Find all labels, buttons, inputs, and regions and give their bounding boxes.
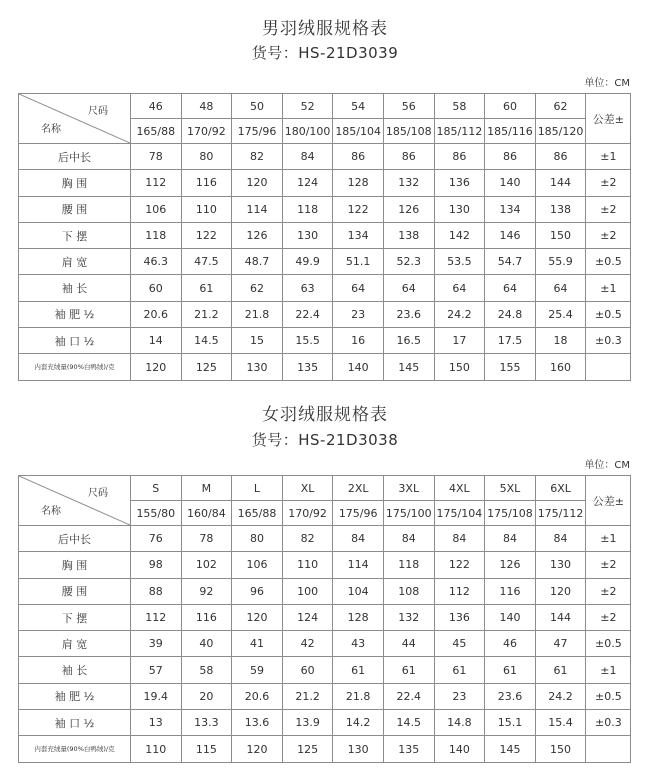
measurement-value: 140 <box>333 354 384 380</box>
size-cell: S <box>131 476 182 501</box>
measurement-value: 126 <box>232 222 283 248</box>
corner-header <box>19 94 131 144</box>
measurement-value: 128 <box>333 170 384 196</box>
measurement-value: 84 <box>485 526 536 552</box>
measurement-value: 150 <box>535 222 586 248</box>
measurement-value: 98 <box>131 552 182 578</box>
size-cell: 48 <box>181 94 232 119</box>
height-bust-cell: 185/112 <box>434 119 485 144</box>
measurement-value: 160 <box>535 354 586 380</box>
measurement-value: 112 <box>434 578 485 604</box>
measurement-name: 袖 肥 ½ <box>19 683 131 709</box>
corner-header <box>19 476 131 526</box>
measurement-value: 135 <box>383 736 434 762</box>
measurement-value: 23 <box>333 301 384 327</box>
measurement-value: 110 <box>181 196 232 222</box>
measurement-value: 13.3 <box>181 710 232 736</box>
measurement-value: 142 <box>434 222 485 248</box>
measurement-value: 124 <box>282 170 333 196</box>
women-item-number: 货号：HS-21D3038 <box>251 431 399 449</box>
measurement-value: 132 <box>383 170 434 196</box>
measurement-value: 14.2 <box>333 710 384 736</box>
measurement-value: 86 <box>333 144 384 170</box>
men-item-number: 货号：HS-21D3039 <box>251 44 399 62</box>
height-bust-cell: 170/92 <box>181 119 232 144</box>
height-bust-cell: 160/84 <box>181 501 232 526</box>
measurement-value: 24.8 <box>485 301 536 327</box>
measurement-value: 132 <box>383 604 434 630</box>
measurement-value: 60 <box>131 275 182 301</box>
measurement-value: 150 <box>535 736 586 762</box>
table-row <box>19 328 631 354</box>
measurement-value: 112 <box>131 604 182 630</box>
measurement-value: 61 <box>535 657 586 683</box>
size-cell: 5XL <box>485 476 536 501</box>
measurement-value: 22.4 <box>383 683 434 709</box>
measurement-value: 120 <box>232 170 283 196</box>
tolerance-value: ±0.3 <box>586 328 631 354</box>
measurement-name: 肩 宽 <box>19 631 131 657</box>
measurement-value: 54.7 <box>485 249 536 275</box>
table-row <box>19 604 631 630</box>
measurement-value: 144 <box>535 170 586 196</box>
tolerance-value: ±2 <box>586 552 631 578</box>
size-cell: 56 <box>383 94 434 119</box>
measurement-value: 15 <box>232 328 283 354</box>
measurement-value: 104 <box>333 578 384 604</box>
measurement-name: 后中长 <box>19 144 131 170</box>
measurement-name: 腰 围 <box>19 578 131 604</box>
measurement-value: 62 <box>232 275 283 301</box>
measurement-value: 44 <box>383 631 434 657</box>
size-cell: 6XL <box>535 476 586 501</box>
size-cell: 58 <box>434 94 485 119</box>
measurement-name: 后中长 <box>19 526 131 552</box>
measurement-value: 112 <box>131 170 182 196</box>
tolerance-value: ±2 <box>586 170 631 196</box>
measurement-value: 13.9 <box>282 710 333 736</box>
tolerance-header: 公差± <box>586 476 631 526</box>
measurement-name: 内套充绒量(90%白鸭绒)/克 <box>19 736 131 762</box>
height-bust-cell: 185/104 <box>333 119 384 144</box>
measurement-value: 16 <box>333 328 384 354</box>
size-cell: L <box>232 476 283 501</box>
measurement-value: 130 <box>535 552 586 578</box>
table-row <box>19 710 631 736</box>
measurement-value: 130 <box>333 736 384 762</box>
height-bust-cell: 175/104 <box>434 501 485 526</box>
measurement-value: 22.4 <box>282 301 333 327</box>
table-row <box>19 552 631 578</box>
measurement-value: 80 <box>232 526 283 552</box>
table-row <box>19 683 631 709</box>
measurement-name: 袖 长 <box>19 657 131 683</box>
height-bust-cell: 175/96 <box>232 119 283 144</box>
measurement-value: 49.9 <box>282 249 333 275</box>
measurement-value: 61 <box>383 657 434 683</box>
measurement-value: 46.3 <box>131 249 182 275</box>
measurement-value: 59 <box>232 657 283 683</box>
measurement-value: 135 <box>282 354 333 380</box>
measurement-value: 122 <box>333 196 384 222</box>
measurement-value: 25.4 <box>535 301 586 327</box>
size-header-row <box>19 476 631 501</box>
measurement-value: 61 <box>485 657 536 683</box>
measurement-value: 134 <box>485 196 536 222</box>
table-row <box>19 578 631 604</box>
table-row <box>19 170 631 196</box>
measurement-value: 13.6 <box>232 710 283 736</box>
table-row <box>19 249 631 275</box>
measurement-value: 20.6 <box>232 683 283 709</box>
measurement-value: 61 <box>434 657 485 683</box>
measurement-value: 136 <box>434 170 485 196</box>
measurement-value: 46 <box>485 631 536 657</box>
tolerance-value: ±2 <box>586 196 631 222</box>
tolerance-value <box>586 354 631 380</box>
measurement-value: 140 <box>434 736 485 762</box>
measurement-value: 21.8 <box>232 301 283 327</box>
measurement-name: 袖 肥 ½ <box>19 301 131 327</box>
height-bust-cell: 175/112 <box>535 501 586 526</box>
measurement-value: 24.2 <box>535 683 586 709</box>
table-row <box>19 736 631 762</box>
measurement-value: 18 <box>535 328 586 354</box>
measurement-value: 23.6 <box>383 301 434 327</box>
measurement-value: 45 <box>434 631 485 657</box>
measurement-value: 138 <box>383 222 434 248</box>
tolerance-value: ±1 <box>586 526 631 552</box>
size-header-label: 尺码 <box>88 488 108 499</box>
measurement-value: 84 <box>434 526 485 552</box>
measurement-value: 61 <box>333 657 384 683</box>
height-bust-cell: 185/116 <box>485 119 536 144</box>
tolerance-value <box>586 736 631 762</box>
measurement-name: 胸 围 <box>19 552 131 578</box>
measurement-value: 51.1 <box>333 249 384 275</box>
measurement-name: 胸 围 <box>19 170 131 196</box>
measurement-value: 61 <box>181 275 232 301</box>
measurement-value: 19.4 <box>131 683 182 709</box>
measurement-value: 124 <box>282 604 333 630</box>
height-bust-cell: 175/108 <box>485 501 536 526</box>
height-bust-cell: 165/88 <box>232 501 283 526</box>
measurement-value: 64 <box>535 275 586 301</box>
tolerance-value: ±1 <box>586 657 631 683</box>
measurement-name: 腰 围 <box>19 196 131 222</box>
measurement-value: 125 <box>181 354 232 380</box>
measurement-value: 58 <box>181 657 232 683</box>
measurement-name: 内套充绒量(90%白鸭绒)/克 <box>19 354 131 380</box>
size-cell: M <box>181 476 232 501</box>
height-bust-cell: 175/100 <box>383 501 434 526</box>
table-row <box>19 631 631 657</box>
size-cell: 2XL <box>333 476 384 501</box>
measurement-value: 53.5 <box>434 249 485 275</box>
measurement-value: 21.2 <box>181 301 232 327</box>
tolerance-value: ±1 <box>586 144 631 170</box>
size-header-label: 尺码 <box>88 106 108 117</box>
tolerance-value: ±0.3 <box>586 710 631 736</box>
measurement-value: 110 <box>282 552 333 578</box>
tolerance-value: ±2 <box>586 604 631 630</box>
measurement-value: 55.9 <box>535 249 586 275</box>
tolerance-value: ±0.5 <box>586 249 631 275</box>
measurement-value: 106 <box>131 196 182 222</box>
name-header-label: 名称 <box>41 124 61 135</box>
measurement-value: 82 <box>232 144 283 170</box>
measurement-value: 78 <box>181 526 232 552</box>
table-row <box>19 301 631 327</box>
men-spec-table <box>18 93 631 381</box>
measurement-value: 52.3 <box>383 249 434 275</box>
measurement-value: 84 <box>282 144 333 170</box>
measurement-value: 155 <box>485 354 536 380</box>
measurement-value: 14 <box>131 328 182 354</box>
measurement-value: 100 <box>282 578 333 604</box>
measurement-value: 126 <box>485 552 536 578</box>
measurement-name: 袖 长 <box>19 275 131 301</box>
measurement-value: 84 <box>535 526 586 552</box>
measurement-value: 138 <box>535 196 586 222</box>
measurement-value: 114 <box>333 552 384 578</box>
measurement-value: 48.7 <box>232 249 283 275</box>
measurement-value: 106 <box>232 552 283 578</box>
measurement-value: 110 <box>131 736 182 762</box>
measurement-value: 102 <box>181 552 232 578</box>
table-row <box>19 657 631 683</box>
measurement-value: 15.4 <box>535 710 586 736</box>
measurement-value: 125 <box>282 736 333 762</box>
measurement-name: 肩 宽 <box>19 249 131 275</box>
measurement-value: 20 <box>181 683 232 709</box>
measurement-value: 130 <box>282 222 333 248</box>
measurement-value: 145 <box>383 354 434 380</box>
size-cell: 4XL <box>434 476 485 501</box>
measurement-value: 96 <box>232 578 283 604</box>
measurement-value: 120 <box>232 604 283 630</box>
measurement-value: 116 <box>181 170 232 196</box>
measurement-value: 122 <box>181 222 232 248</box>
tolerance-value: ±2 <box>586 222 631 248</box>
measurement-value: 126 <box>383 196 434 222</box>
size-header-row <box>19 94 631 119</box>
measurement-value: 76 <box>131 526 182 552</box>
measurement-value: 92 <box>181 578 232 604</box>
tolerance-value: ±2 <box>586 578 631 604</box>
height-bust-cell: 155/80 <box>131 501 182 526</box>
size-cell: 46 <box>131 94 182 119</box>
measurement-value: 64 <box>383 275 434 301</box>
measurement-value: 134 <box>333 222 384 248</box>
measurement-value: 108 <box>383 578 434 604</box>
measurement-value: 63 <box>282 275 333 301</box>
measurement-value: 20.6 <box>131 301 182 327</box>
measurement-value: 122 <box>434 552 485 578</box>
table-row <box>19 354 631 380</box>
measurement-value: 23.6 <box>485 683 536 709</box>
measurement-value: 60 <box>282 657 333 683</box>
measurement-value: 17 <box>434 328 485 354</box>
size-cell: 60 <box>485 94 536 119</box>
measurement-value: 130 <box>232 354 283 380</box>
measurement-value: 86 <box>535 144 586 170</box>
measurement-value: 82 <box>282 526 333 552</box>
measurement-value: 42 <box>282 631 333 657</box>
measurement-value: 43 <box>333 631 384 657</box>
measurement-value: 24.2 <box>434 301 485 327</box>
height-bust-cell: 165/88 <box>131 119 182 144</box>
table-row <box>19 144 631 170</box>
table-row <box>19 222 631 248</box>
tolerance-value: ±1 <box>586 275 631 301</box>
measurement-value: 140 <box>485 170 536 196</box>
table-row <box>19 196 631 222</box>
measurement-value: 17.5 <box>485 328 536 354</box>
measurement-value: 140 <box>485 604 536 630</box>
measurement-value: 130 <box>434 196 485 222</box>
height-bust-cell: 185/120 <box>535 119 586 144</box>
size-cell: 54 <box>333 94 384 119</box>
measurement-value: 86 <box>383 144 434 170</box>
measurement-value: 80 <box>181 144 232 170</box>
measurement-value: 57 <box>131 657 182 683</box>
measurement-value: 118 <box>383 552 434 578</box>
size-cell: 62 <box>535 94 586 119</box>
measurement-value: 88 <box>131 578 182 604</box>
measurement-value: 145 <box>485 736 536 762</box>
measurement-value: 84 <box>383 526 434 552</box>
measurement-value: 86 <box>434 144 485 170</box>
measurement-value: 84 <box>333 526 384 552</box>
tolerance-header: 公差± <box>586 94 631 144</box>
measurement-value: 114 <box>232 196 283 222</box>
measurement-value: 150 <box>434 354 485 380</box>
measurement-value: 78 <box>131 144 182 170</box>
tolerance-value: ±0.5 <box>586 683 631 709</box>
table-row <box>19 275 631 301</box>
measurement-value: 64 <box>434 275 485 301</box>
measurement-value: 47 <box>535 631 586 657</box>
measurement-name: 袖 口 ½ <box>19 328 131 354</box>
tolerance-value: ±0.5 <box>586 301 631 327</box>
measurement-value: 128 <box>333 604 384 630</box>
measurement-value: 120 <box>131 354 182 380</box>
measurement-value: 14.5 <box>383 710 434 736</box>
measurement-value: 115 <box>181 736 232 762</box>
measurement-value: 14.5 <box>181 328 232 354</box>
women-title: 女羽绒服规格表 <box>262 405 388 425</box>
height-bust-cell: 175/96 <box>333 501 384 526</box>
size-cell: 52 <box>282 94 333 119</box>
measurement-value: 13 <box>131 710 182 736</box>
women-unit-label: 单位：CM <box>584 460 630 471</box>
size-cell: 3XL <box>383 476 434 501</box>
men-unit-label: 单位：CM <box>584 78 630 89</box>
size-cell: 50 <box>232 94 283 119</box>
measurement-value: 16.5 <box>383 328 434 354</box>
size-cell: XL <box>282 476 333 501</box>
height-bust-cell: 180/100 <box>282 119 333 144</box>
measurement-value: 23 <box>434 683 485 709</box>
measurement-value: 14.8 <box>434 710 485 736</box>
measurement-value: 146 <box>485 222 536 248</box>
name-header-label: 名称 <box>41 506 61 517</box>
measurement-name: 下 摆 <box>19 222 131 248</box>
men-title: 男羽绒服规格表 <box>262 19 388 39</box>
measurement-value: 144 <box>535 604 586 630</box>
measurement-value: 120 <box>232 736 283 762</box>
measurement-value: 21.2 <box>282 683 333 709</box>
measurement-value: 39 <box>131 631 182 657</box>
measurement-value: 118 <box>282 196 333 222</box>
measurement-value: 136 <box>434 604 485 630</box>
height-bust-cell: 185/108 <box>383 119 434 144</box>
tolerance-value: ±0.5 <box>586 631 631 657</box>
measurement-value: 21.8 <box>333 683 384 709</box>
height-bust-cell: 170/92 <box>282 501 333 526</box>
measurement-value: 116 <box>181 604 232 630</box>
measurement-value: 120 <box>535 578 586 604</box>
measurement-value: 118 <box>131 222 182 248</box>
measurement-value: 64 <box>485 275 536 301</box>
measurement-name: 下 摆 <box>19 604 131 630</box>
measurement-value: 86 <box>485 144 536 170</box>
measurement-value: 47.5 <box>181 249 232 275</box>
measurement-name: 袖 口 ½ <box>19 710 131 736</box>
measurement-value: 15.1 <box>485 710 536 736</box>
measurement-value: 64 <box>333 275 384 301</box>
measurement-value: 116 <box>485 578 536 604</box>
measurement-value: 15.5 <box>282 328 333 354</box>
women-spec-table <box>18 475 631 763</box>
table-row <box>19 526 631 552</box>
measurement-value: 41 <box>232 631 283 657</box>
measurement-value: 40 <box>181 631 232 657</box>
